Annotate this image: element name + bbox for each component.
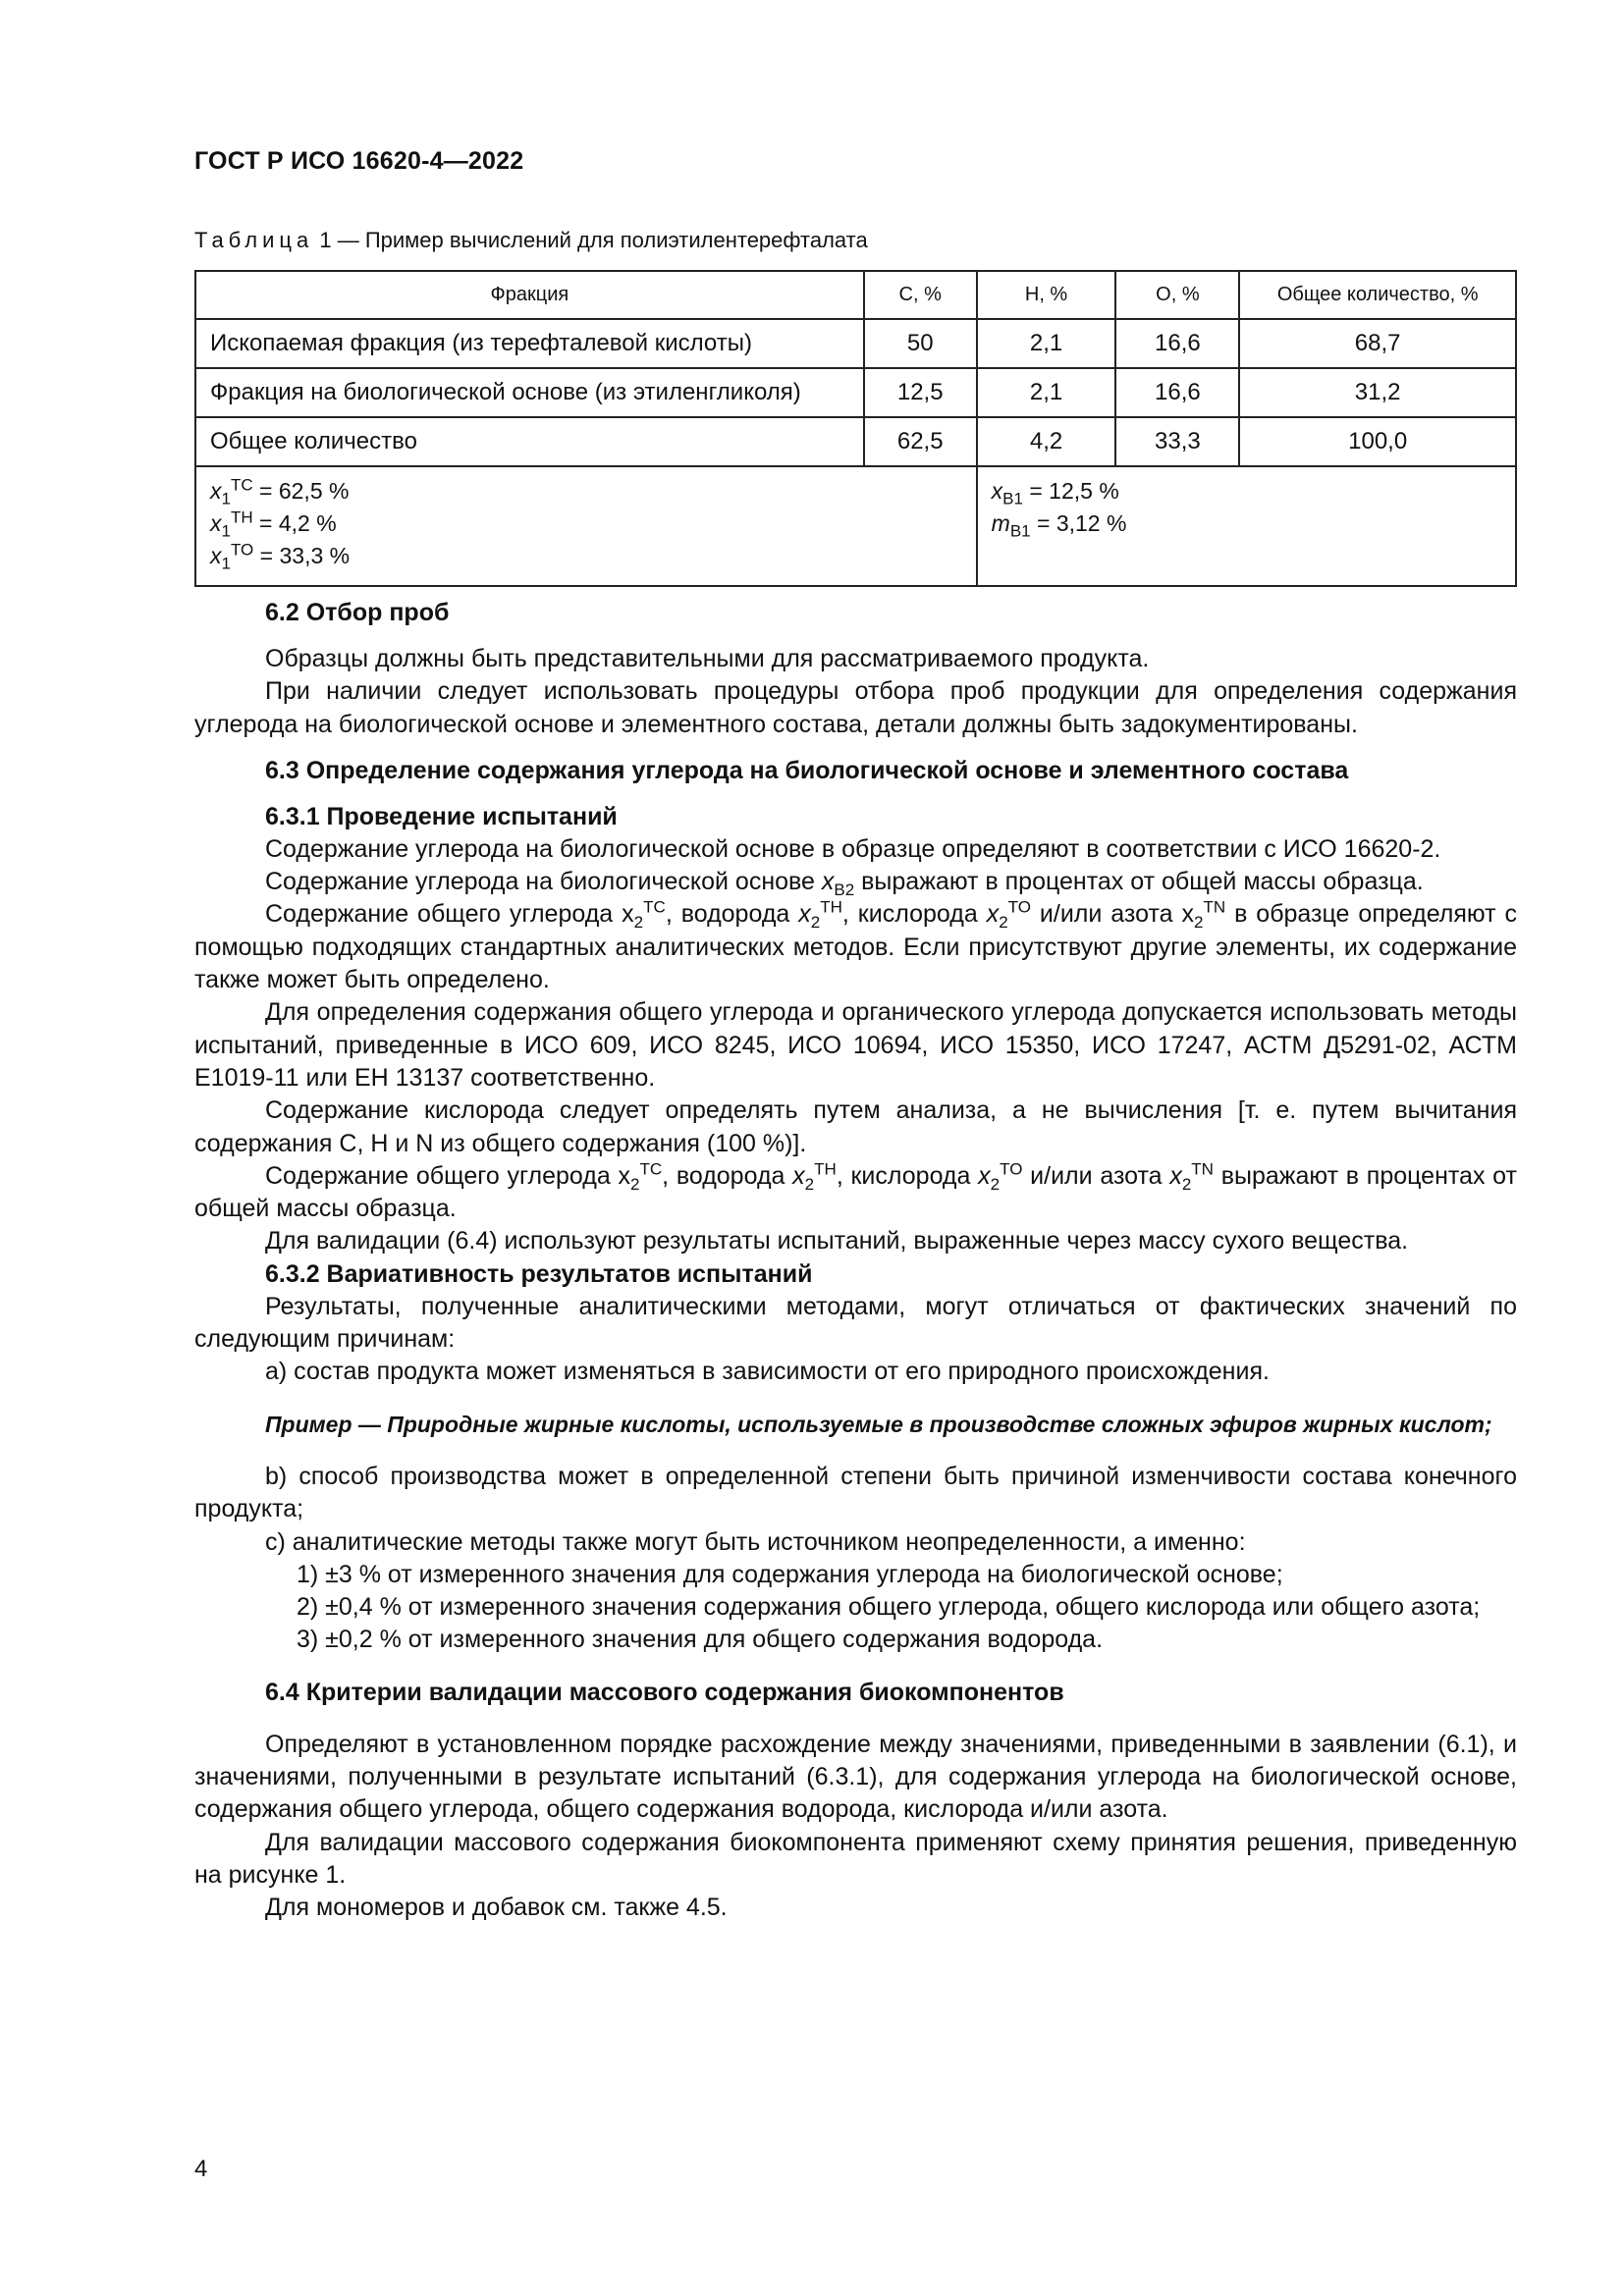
paragraph: Для определения содержания общего углерода и органического углерода допускается использовать методы испытаний, приведенные в ИСО 609, ИСО 8245, ИСО 10694, ИСО 15350, ИСО 17247, АСТМ Д5291-02, АСТМ E1019-11 или ЕН 13137 соответственно. bbox=[194, 998, 1517, 1092]
col-header-total: Общее количество, % bbox=[1239, 271, 1516, 319]
col-header-o: O, % bbox=[1115, 271, 1239, 319]
table-cell: 100,0 bbox=[1239, 417, 1516, 466]
paragraph: Для мономеров и добавок см. также 4.5. bbox=[265, 1894, 728, 1922]
table-cell: 4,2 bbox=[977, 417, 1116, 466]
paragraph: Содержание кислорода следует определять путем анализа, а не вычисления [т. е. путем вычитания содержания C, H и N из общего содержания (100 %)]. bbox=[194, 1096, 1517, 1157]
table-row bbox=[195, 319, 1516, 368]
note-line: $x_1^{TC} = 62,5$ % bbox=[210, 475, 350, 508]
paragraph: Содержание общего углерода $x_2^{TC}$, водорода $x_2^{TH}$, кислорода $x_2^{TO}$ и/или азота $x_2^{TN}$ в образце определяют с помощью подходящих стандартных аналитических методов. Если присутствуют другие элементы, их содержание также может быть определено. bbox=[194, 898, 1518, 994]
notes-left bbox=[195, 466, 977, 586]
paragraph: Результаты, полученные аналитическими методами, могут отличаться от фактических значений по следующим причинам: bbox=[194, 1292, 1517, 1354]
table-cell: 62,5 bbox=[864, 417, 977, 466]
table-cell: Фракция на биологической основе (из этиленгликоля) bbox=[195, 368, 864, 417]
table-cell: 31,2 bbox=[1239, 368, 1516, 417]
table-cell: 50 bbox=[864, 319, 977, 368]
list-item: b) способ производства может в определенной степени быть причиной изменчивости состава конечного продукта; bbox=[194, 1462, 1517, 1523]
table-cell: 2,1 bbox=[977, 368, 1116, 417]
section-heading-6-3: 6.3 Определение содержания углерода на биологической основе и элементного состава bbox=[265, 756, 1349, 784]
list-item: c) аналитические методы также могут быть источником неопределенности, а именно: bbox=[265, 1527, 1246, 1556]
sub-list-item: 3) ±0,2 % от измеренного значения для общего содержания водорода. bbox=[297, 1626, 1104, 1654]
paragraph: Образцы должны быть представительными для рассматриваемого продукта. bbox=[265, 645, 1150, 672]
section-heading-6-3-2: 6.3.2 Вариативность результатов испытаний bbox=[265, 1259, 813, 1288]
table-cell: 16,6 bbox=[1115, 368, 1239, 417]
calculation-table bbox=[194, 270, 1517, 587]
paragraph: При наличии следует использовать процедуры отбора проб продукции для определения содержания углерода на биологической основе и элементного состава, детали должны быть задокументированы. bbox=[194, 677, 1517, 738]
table-row bbox=[195, 368, 1516, 417]
paragraph: Для валидации (6.4) используют результаты испытаний, выраженные через массу сухого вещества. bbox=[265, 1227, 1409, 1255]
table-cell: 2,1 bbox=[977, 319, 1116, 368]
example-note: Пример — Природные жирные кислоты, используемые в производстве сложных эфиров жирных кислот; bbox=[265, 1411, 1492, 1437]
table-cell: 16,6 bbox=[1115, 319, 1239, 368]
col-header-c: C, % bbox=[864, 271, 977, 319]
table-row bbox=[195, 417, 1516, 466]
sub-list-item: 2) ±0,4 % от измеренного значения содержания общего углерода, общего кислорода или общего азота; bbox=[297, 1593, 1481, 1622]
table-caption-text: 1 — Пример вычислений для полиэтилентерефталата bbox=[313, 228, 868, 252]
paragraph: Содержание углерода на биологической основе в образце определяют в соответствии с ИСО 16620-2. bbox=[265, 834, 1441, 863]
list-item: a) состав продукта может изменяться в зависимости от его природного происхождения. bbox=[265, 1358, 1270, 1386]
section-heading-6-4: 6.4 Критерии валидации массового содержания биокомпонентов bbox=[265, 1678, 1064, 1706]
table-cell: 12,5 bbox=[864, 368, 977, 417]
table-notes-row bbox=[195, 466, 1516, 586]
table-cell: 33,3 bbox=[1115, 417, 1239, 466]
paragraph: Для валидации массового содержания биокомпонента применяют схему принятия решения, приведенную на рисунке 1. bbox=[194, 1828, 1517, 1889]
note-line: $x_1^{TH} = 4,2$ % bbox=[210, 507, 337, 541]
sub-list-item: 1) ±3 % от измеренного значения для содержания углерода на биологической основе; bbox=[297, 1560, 1283, 1588]
paragraph: Содержание общего углерода $x_2^{TC}$, водорода $x_2^{TH}$, кислорода $x_2^{TO}$ и/или азота $x_2^{TN}$ выражают в процентах от общей массы образца. bbox=[194, 1159, 1517, 1223]
table-cell: 68,7 bbox=[1239, 319, 1516, 368]
col-header-h: H, % bbox=[977, 271, 1116, 319]
section-heading-6-3-1: 6.3.1 Проведение испытаний bbox=[265, 802, 618, 830]
table-cell: Общее количество bbox=[195, 417, 864, 466]
page-number: 4 bbox=[194, 2156, 208, 2182]
note-line: $m_{B1} = 3,12$ % bbox=[991, 510, 1127, 541]
main-content bbox=[194, 597, 1517, 1925]
table-header-row bbox=[195, 271, 1516, 319]
col-header-fraction: Фракция bbox=[195, 271, 864, 319]
notes-right bbox=[977, 466, 1516, 586]
table-caption bbox=[194, 228, 868, 253]
table-caption-label: Таблица bbox=[194, 228, 314, 252]
section-heading-6-2: 6.2 Отбор проб bbox=[265, 599, 450, 626]
note-line: $x_1^{TO} = 33,3$ % bbox=[210, 540, 351, 573]
paragraph: Содержание углерода на биологической основе $x_{B2}$ выражают в процентах от общей массы образца. bbox=[265, 868, 1424, 900]
paragraph: Определяют в установленном порядке расхождение между значениями, приведенными в заявлении (6.1), и значениями, полученными в результате испытаний (6.3.1), для содержания углерода на биологической основе, содержания общего углерода, общего содержания водорода, кислорода и/или азота. bbox=[194, 1730, 1517, 1824]
note-line: $x_{B1} = 12,5$ % bbox=[991, 478, 1119, 508]
table-cell: Ископаемая фракция (из терефталевой кислоты) bbox=[195, 319, 864, 368]
document-header: ГОСТ Р ИСО 16620-4—2022 bbox=[194, 147, 524, 175]
